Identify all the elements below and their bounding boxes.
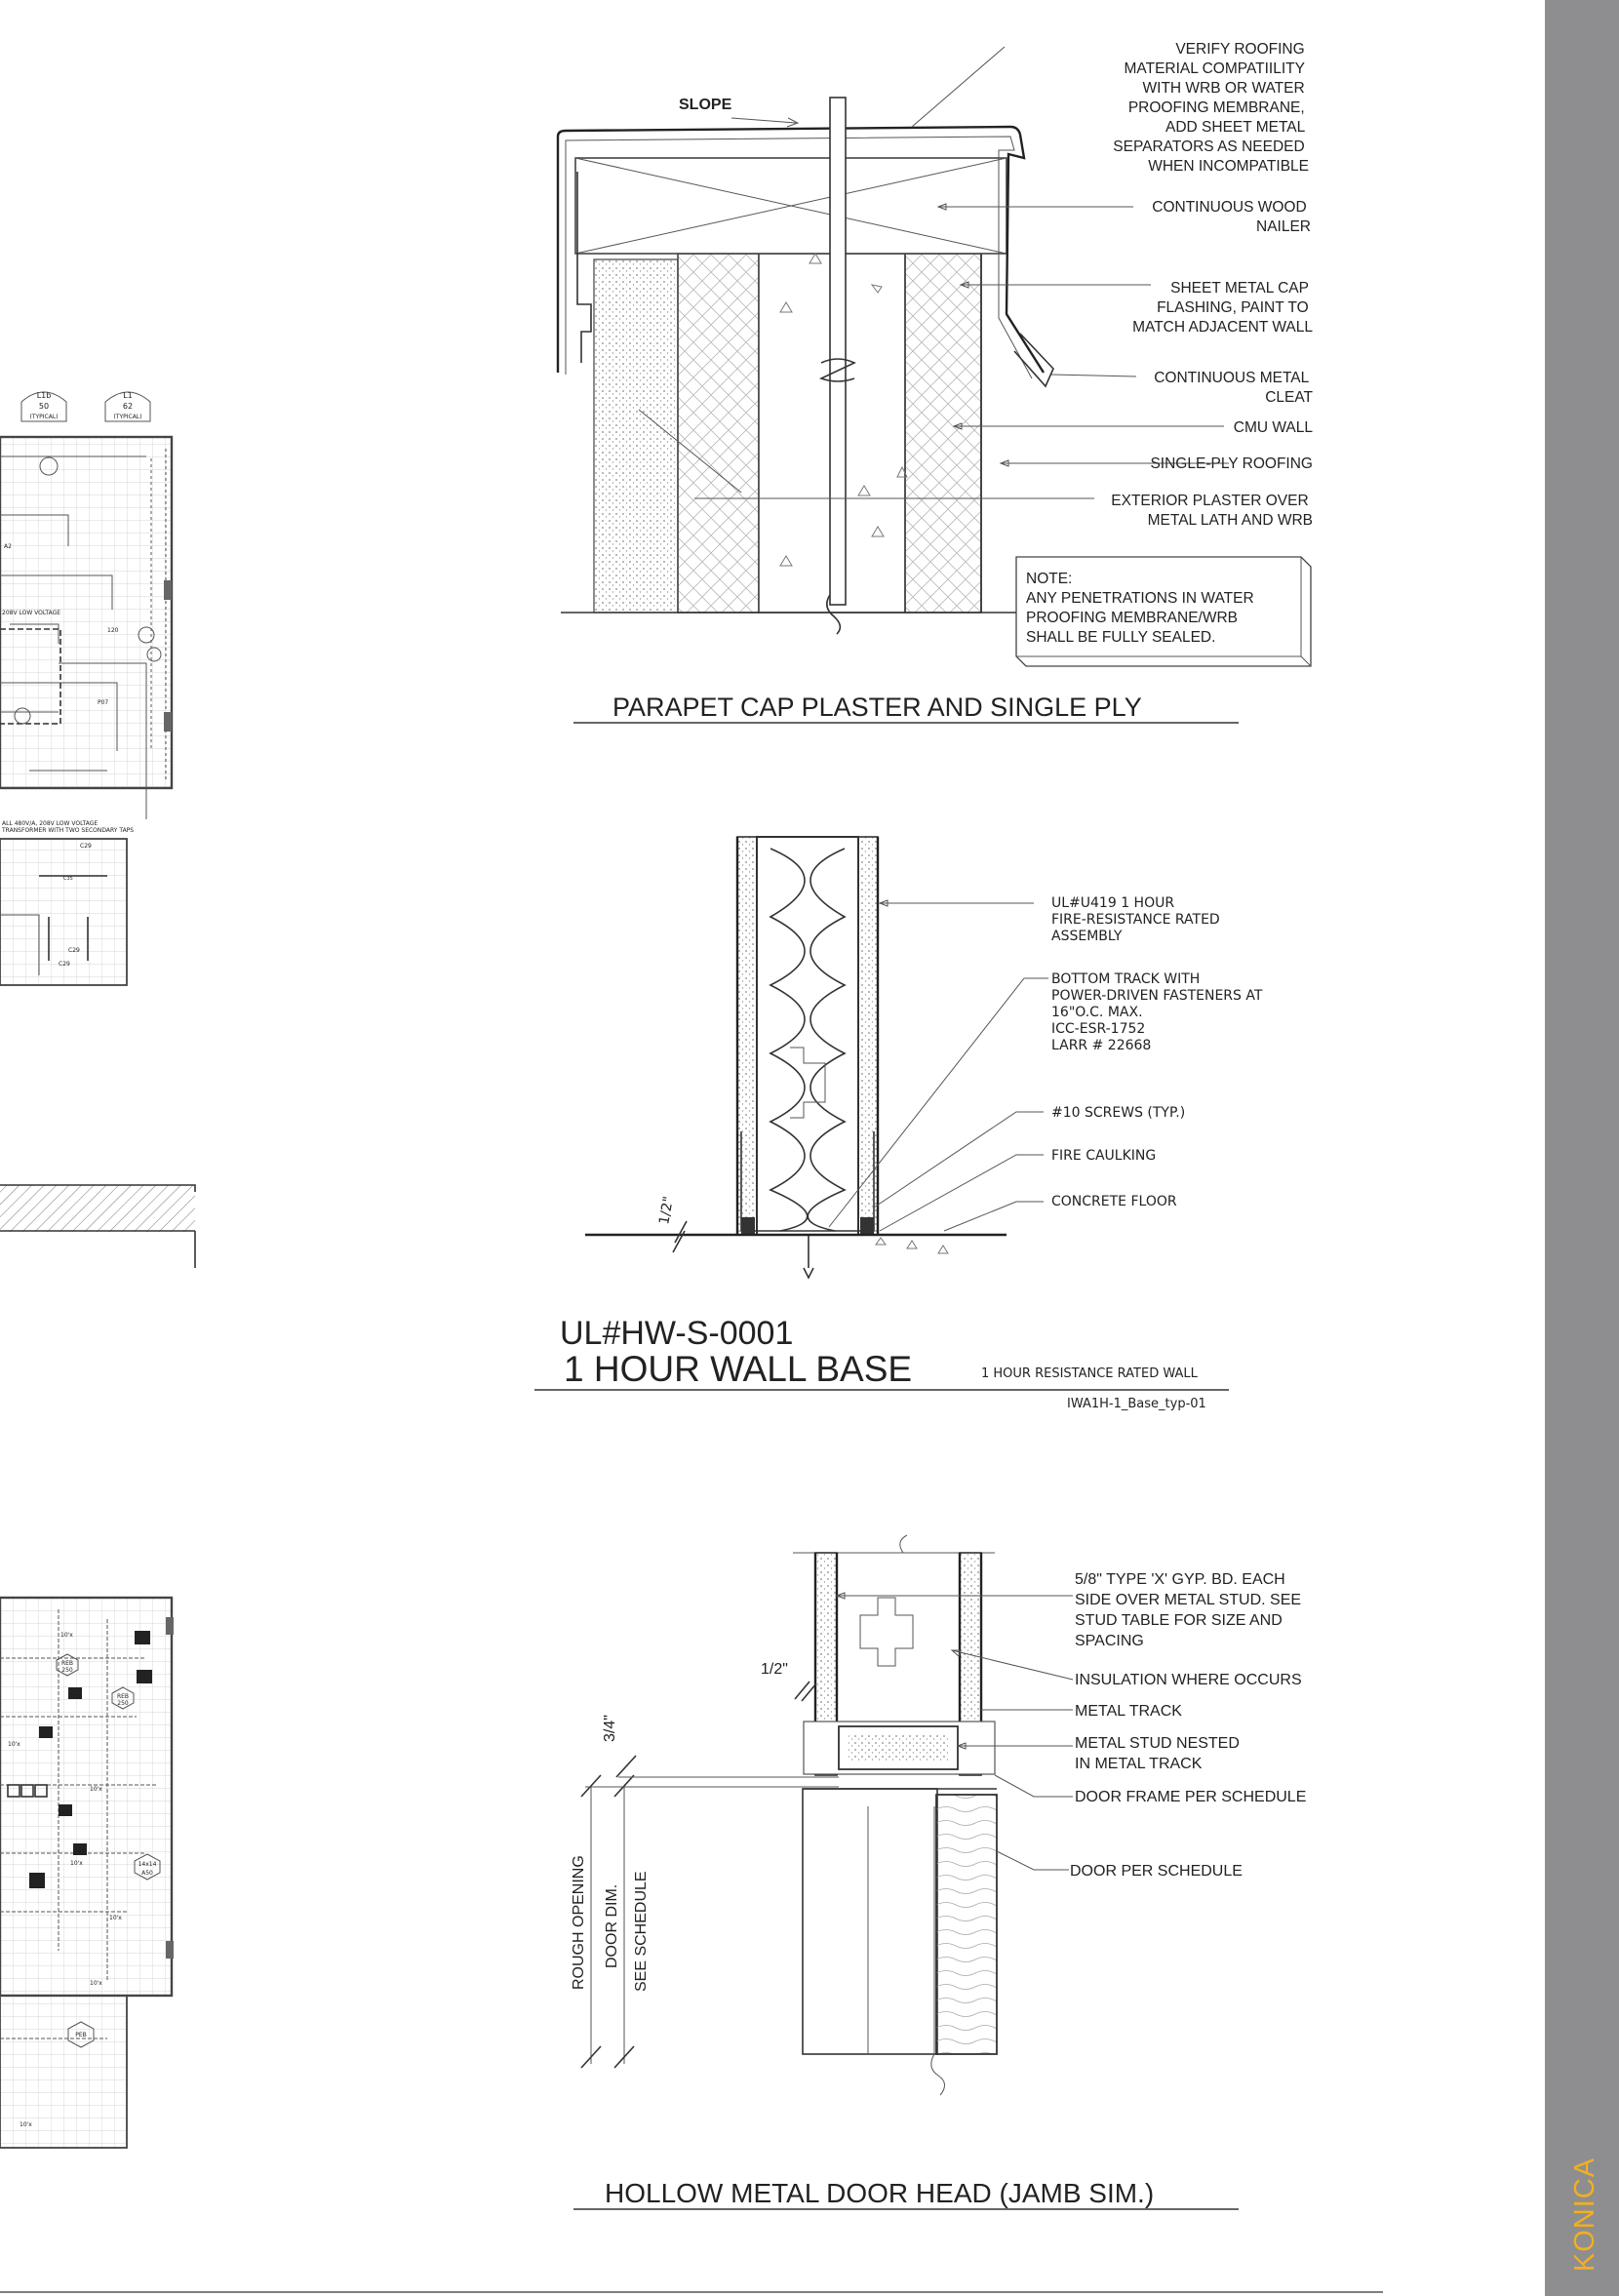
plan-note-3: TRANSFORMER WITH TWO SECONDARY TAPS — [2, 827, 135, 834]
door-head-dim-half: 1/2" — [761, 1661, 788, 1678]
plan-note-1: 208V LOW VOLTAGE — [2, 610, 61, 616]
lower-key-1: 10'x — [60, 1632, 73, 1639]
parapet-callout-plaster: EXTERIOR PLASTER OVER METAL LATH AND WRB — [1111, 493, 1313, 529]
parapet-detail — [558, 41, 1314, 723]
plan-key-2: C35 — [63, 876, 73, 882]
sidebar-strip — [1545, 0, 1619, 2296]
parapet-note: NOTE: ANY PENETRATIONS IN WATER PROOFING MEMBRANE/WRB SHALL BE FULLY SEALED. — [1026, 571, 1254, 646]
plan-tag-2-line2: 62 — [122, 402, 134, 411]
door-head-callout-insulation: INSULATION WHERE OCCURS — [1075, 1672, 1302, 1688]
plan-tag-2-line3: (TYPICAL) — [113, 414, 142, 420]
wall-base-file-ref: IWA1H-1_Base_typ-01 — [1067, 1397, 1206, 1411]
section-strip — [0, 1185, 195, 1268]
lower-floor-plan — [0, 1598, 174, 2148]
wall-base-callout-assembly: UL#U419 1 HOUR FIRE-RESISTANCE RATED ASSEMBLY — [1051, 895, 1220, 944]
door-head-callout-door: DOOR PER SCHEDULE — [1070, 1863, 1243, 1880]
lower-tag-4: A50 — [141, 1870, 153, 1877]
slope-label: SLOPE — [679, 97, 732, 113]
wall-base-dim: 1/2" — [656, 1195, 677, 1226]
lower-tag-5: REB — [116, 1693, 130, 1700]
plan-key-5: P07 — [98, 699, 109, 706]
lower-tag-7: PEB — [75, 2032, 87, 2039]
plan-note-2: ALL 480V/A, 208V LOW VOLTAGE — [2, 820, 99, 827]
lower-key-2: 10'x — [8, 1741, 20, 1748]
wall-base-callout-screws: #10 SCREWS (TYP.) — [1051, 1105, 1186, 1121]
door-head-callout-frame: DOOR FRAME PER SCHEDULE — [1075, 1789, 1307, 1805]
wall-base-callout-caulking: FIRE CAULKING — [1051, 1148, 1157, 1164]
wall-base-title-2: 1 HOUR WALL BASE — [564, 1349, 913, 1389]
plan-key-1: C29 — [80, 843, 92, 850]
lower-key-6: 10'x — [20, 2121, 32, 2128]
lower-key-4: 10'x — [70, 1860, 83, 1867]
plan-key-7: C29 — [68, 947, 80, 954]
door-head-detail — [571, 1535, 1306, 2209]
brand-label — [1559, 2157, 1613, 2272]
plan-key-3: C29 — [59, 961, 70, 968]
parapet-callout-cmu: CMU WALL — [1233, 419, 1313, 436]
wall-base-title-1: UL#HW-S-0001 — [560, 1315, 794, 1352]
plan-tag-2-line1: L1 — [123, 391, 133, 400]
upper-floor-plan — [0, 391, 172, 985]
door-head-rough-opening: ROUGH OPENING — [571, 1855, 587, 1990]
plan-tag-1-line3: (TYPICAL) — [29, 414, 59, 420]
parapet-callout-cleat: CONTINUOUS METAL CLEAT — [1154, 370, 1313, 406]
wall-base-subtitle: 1 HOUR RESISTANCE RATED WALL — [981, 1366, 1198, 1381]
door-head-callout-track: METAL TRACK — [1075, 1703, 1182, 1720]
lower-tag-6: 250 — [117, 1700, 129, 1707]
door-head-title: HOLLOW METAL DOOR HEAD (JAMB SIM.) — [605, 2178, 1155, 2208]
plan-key-4: A2 — [4, 543, 12, 550]
lower-key-5: 10'x — [109, 1915, 122, 1921]
lower-key-7: 10'x — [90, 1980, 102, 1987]
parapet-callout-cap-flashing: SHEET METAL CAP FLASHING, PAINT TO MATCH ADJACENT WALL — [1132, 280, 1313, 336]
lower-tag-3: 14x14 — [138, 1861, 157, 1868]
plan-key-6: 120 — [107, 627, 119, 634]
door-head-dim-three-quarter: 3/4" — [602, 1715, 618, 1742]
door-head-see-schedule: SEE SCHEDULE — [633, 1871, 650, 1992]
plan-tag-1-line1: L1b — [36, 391, 52, 400]
wall-base-callout-bottom-track: BOTTOM TRACK WITH POWER-DRIVEN FASTENERS AT 16"O.C. MAX. ICC-ESR-1752 LARR # 22668 — [1051, 971, 1263, 1053]
parapet-callout-verify: VERIFY ROOFING MATERIAL COMPATIILITY WITH WRB OR WATER PROOFING MEMBRANE, ADD SHEET METAL SEPARATORS AS NEEDED WHEN INCOMPATIBLE — [1113, 41, 1309, 175]
parapet-callout-roofing: SINGLE-PLY ROOFING — [1150, 455, 1313, 472]
door-head-callout-gyp: 5/8" TYPE 'X' GYP. BD. EACH SIDE OVER METAL STUD. SEE STUD TABLE FOR SIZE AND SPACING — [1075, 1571, 1302, 1649]
parapet-title: PARAPET CAP PLASTER AND SINGLE PLY — [612, 693, 1142, 722]
brand-text: KONICA — [1569, 2157, 1601, 2272]
plan-tag-1-line2: 50 — [38, 402, 50, 411]
wall-base-detail — [534, 837, 1267, 1411]
lower-tag-1: REB — [60, 1660, 74, 1667]
lower-tag-2: 250 — [61, 1667, 73, 1674]
parapet-callout-nailer: CONTINUOUS WOOD NAILER — [1152, 199, 1311, 235]
lower-key-3: 10'x — [90, 1786, 102, 1793]
door-head-door-dim: DOOR DIM. — [604, 1883, 620, 1968]
door-head-callout-stud: METAL STUD NESTED IN METAL TRACK — [1075, 1735, 1240, 1772]
wall-base-callout-floor: CONCRETE FLOOR — [1051, 1194, 1177, 1209]
